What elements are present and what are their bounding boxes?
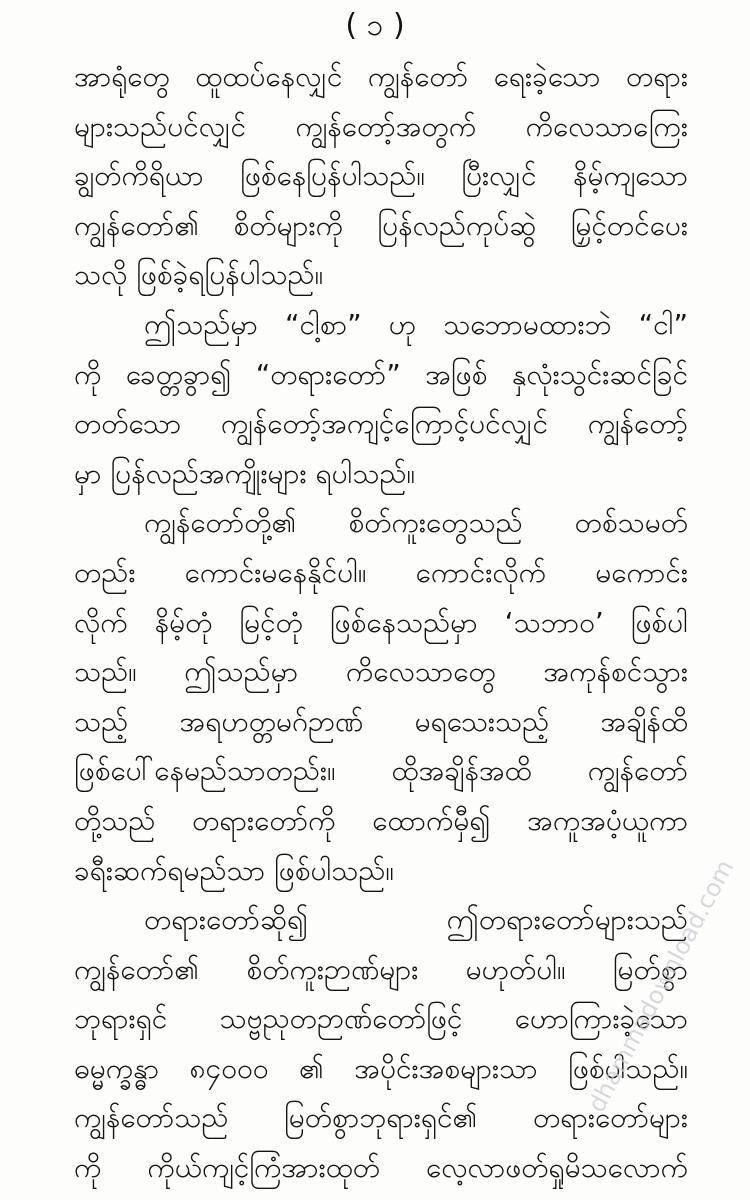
- text-line: တို့သည် တရားတော်ကို ထောက်မှီ၍ အကူအပံ့ယူကာ: [74, 803, 688, 837]
- paragraph: [74, 52, 688, 300]
- paragraph: [74, 498, 688, 895]
- paragraph: [74, 300, 688, 498]
- text-line: ဤသည်မှာ “ငါ့စာ” ဟု သဘောမထားဘဲ “ငါ”: [144, 307, 688, 341]
- paragraph: [74, 895, 688, 1193]
- text-line: တရားတော်ဆို၍ ဤတရားတော်များသည်: [144, 903, 688, 937]
- text-line: ချွတ်ကိရိယာ ဖြစ်နေပြန်ပါသည်။ ပြီးလျှင် နိမ့်ကျသော: [74, 159, 688, 193]
- text-line: သလို ဖြစ်ခဲ့ရပြန်ပါသည်။: [74, 258, 324, 292]
- text-line: သည့် အရဟတ္တမဂ်ဉာဏ် မရသေးသည့် အချိန်ထိ: [74, 704, 688, 738]
- text-line: ကျွန်တော်၏ စိတ်များကို ပြန်လည်ကုပ်ဆွဲ မြှင့်တင်ပေး: [74, 208, 688, 242]
- text-line: သည်။ ဤသည်မှာ ကိလေသာတွေ အကုန်စင်သွား: [74, 655, 688, 689]
- text-line: ဓမ္မက္ခန္ဓာ ၈၄၀၀၀ ၏ အပိုင်းအစများသာ ဖြစ်ပါသည်။: [74, 1051, 688, 1085]
- body-text: [74, 52, 688, 1193]
- text-line: ကျွန်တော်သည် မြတ်စွာဘုရားရှင်၏ တရားတော်များ: [74, 1101, 688, 1135]
- text-line: ကို ကိုယ်ကျင့်ကြံအားထုတ် လေ့လာဖတ်ရှုမိသလောက်: [74, 1151, 688, 1185]
- text-line: ကျွန်တော်၏ စိတ်ကူးဉာဏ်များ မဟုတ်ပါ။ မြတ်စွာ: [74, 952, 688, 986]
- watermark: dhammadownload.com: [582, 855, 740, 1117]
- page-number: ( ၁ ): [345, 8, 405, 43]
- text-line: ကို ခေတ္တခွာ၍ “တရားတော်” အဖြစ် နှလုံးသွင်းဆင်ခြင်: [74, 357, 688, 391]
- text-line: ဘုရားရှင် သဗ္ဗညုတဉာဏ်တော်ဖြင့် ဟောကြားခဲ့သော: [74, 1002, 688, 1036]
- text-line: အာရုံတွေ ထူထပ်နေလျှင် ကျွန်တော် ရေးခဲ့သော တရား: [74, 60, 688, 93]
- text-line: လိုက် နိမ့်တုံ မြင့်တုံ ဖြစ်နေသည်မှာ ‘သဘာဝ’ ဖြစ်ပါ: [74, 605, 688, 639]
- text-line: ဖြစ်ပေါ်နေမည်သာတည်း။ ထိုအချိန်အထိ ကျွန်တော်: [74, 754, 688, 788]
- text-line: ခရီးဆက်ရမည်သာ ဖြစ်ပါသည်။: [74, 853, 394, 887]
- text-line: တတ်သော ကျွန်တော့်အကျင့်ကြောင့်ပင်လျှင် ကျွန်တော့်: [74, 407, 688, 441]
- text-line: တည်း ကောင်းမနေနိုင်ပါ။ ကောင်းလိုက် မကောင်း: [74, 555, 688, 589]
- text-line: မှာ ပြန်လည်အကျိုးများ ရပါသည်။: [74, 456, 416, 490]
- text-line: များသည်ပင်လျှင် ကျွန်တော့်အတွက် ကိလေသာကြေး: [74, 109, 688, 143]
- text-line: ကျွန်တော်တို့၏ စိတ်ကူးတွေသည် တစ်သမတ်: [144, 506, 688, 540]
